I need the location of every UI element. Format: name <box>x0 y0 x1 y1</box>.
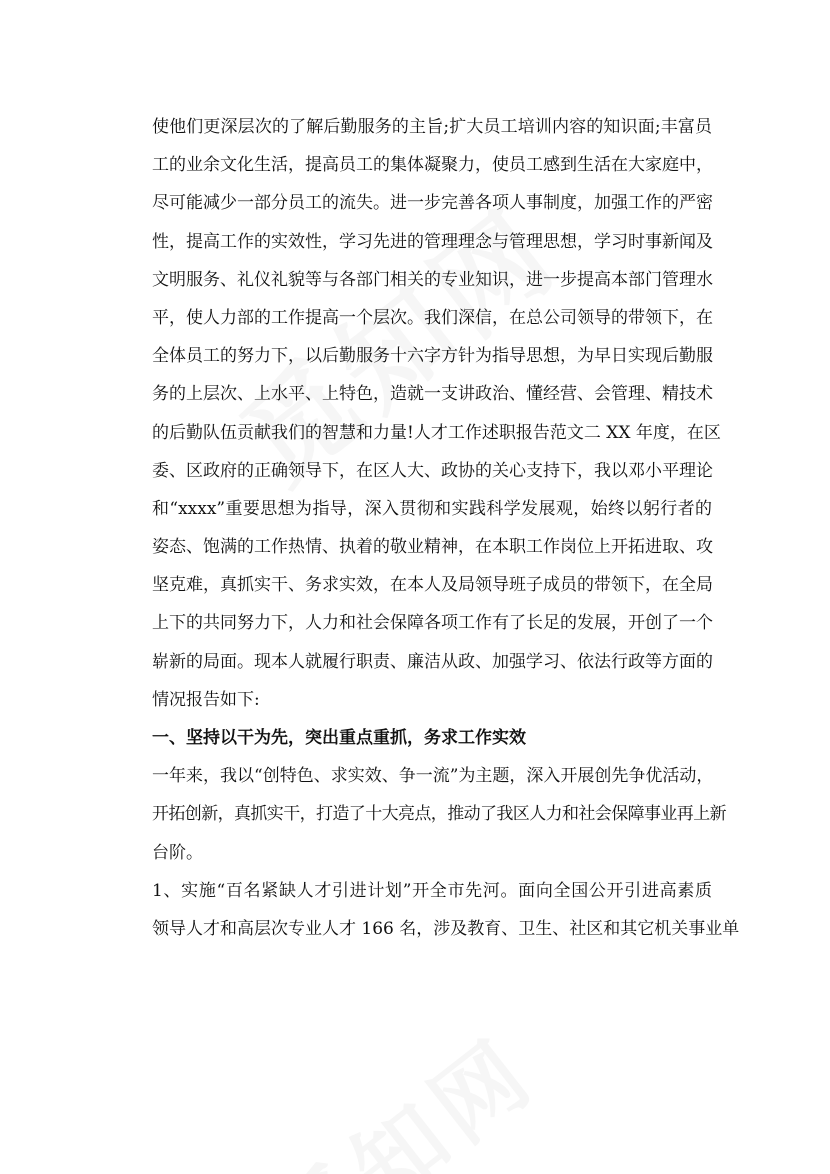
text-line: 使他们更深层次的了解后勤服务的主旨;扩大员工培训内容的知识面;丰富员 <box>152 117 712 137</box>
text-line: 平，使人力部的工作提高一个层次。我们深信，在总公司领导的带领下，在 <box>152 307 713 328</box>
text-line: 尽可能减少一部分员工的流失。进一步完善各项人事制度，加强工作的严密 <box>152 193 713 214</box>
text-line: 文明服务、礼仪礼貌等与各部门相关的专业知识，进一步提高本部门管理水 <box>152 269 713 290</box>
section-heading: 一、坚持以干为先，突出重点重抓，务求工作实效 <box>152 728 526 748</box>
text-line: 1、实施“百名紧缺人才引进计划”开全市先河。面向全国公开引进高素质 <box>152 880 712 901</box>
text-line: 情况报告如下: <box>152 689 260 710</box>
text-line: 姿态、饱满的工作热情、执着的敬业精神，在本职工作岗位上开拓进取、攻 <box>152 537 713 558</box>
text-line: 领导人才和高层次专业人才 166 名，涉及教育、卫生、社区和其它机关事业单 <box>152 918 740 939</box>
text-line: 工的业余文化生活，提高员工的集体凝聚力，使员工感到生活在大家庭中， <box>152 155 713 176</box>
text-line: 的后勤队伍贡献我们的智慧和力量!人才工作述职报告范文二 XX 年度，在区 <box>152 422 721 443</box>
text-line: 委、区政府的正确领导下，在区人大、政协的关心支持下，我以邓小平理论 <box>152 460 713 481</box>
text-line: 全体员工的努力下，以后勤服务十六字方针为指导思想，为早日实现后勤服 <box>152 346 713 367</box>
text-line: 性，提高工作的实效性，学习先进的管理理念与管理思想，学习时事新闻及 <box>152 231 713 252</box>
text-line: 和“xxxx”重要思想为指导，深入贯彻和实践科学发展观，始终以躬行者的 <box>152 498 712 519</box>
watermark-bottom <box>242 1001 558 1174</box>
text-line: 上下的共同努力下，人力和社会保障各项工作有了长足的发展，开创了一个 <box>152 613 713 634</box>
text-line: 坚克难，真抓实干、务求实效，在本人及局领导班子成员的带领下，在全局 <box>152 575 713 596</box>
text-line: 崭新的局面。现本人就履行职责、廉洁从政、加强学习、依法行政等方面的 <box>152 651 713 672</box>
text-line: 务的上层次、上水平、上特色，造就一支讲政治、懂经营、会管理、精技术 <box>152 384 713 405</box>
text-line: 台阶。 <box>152 842 203 863</box>
text-line: 一年来，我以“创特色、求实效、争一流”为主题，深入开展创先争优活动， <box>152 766 714 787</box>
body-text <box>152 108 740 948</box>
text-line: 开拓创新，真抓实干，打造了十大亮点，推动了我区人力和社会保障事业再上新 <box>152 804 726 825</box>
